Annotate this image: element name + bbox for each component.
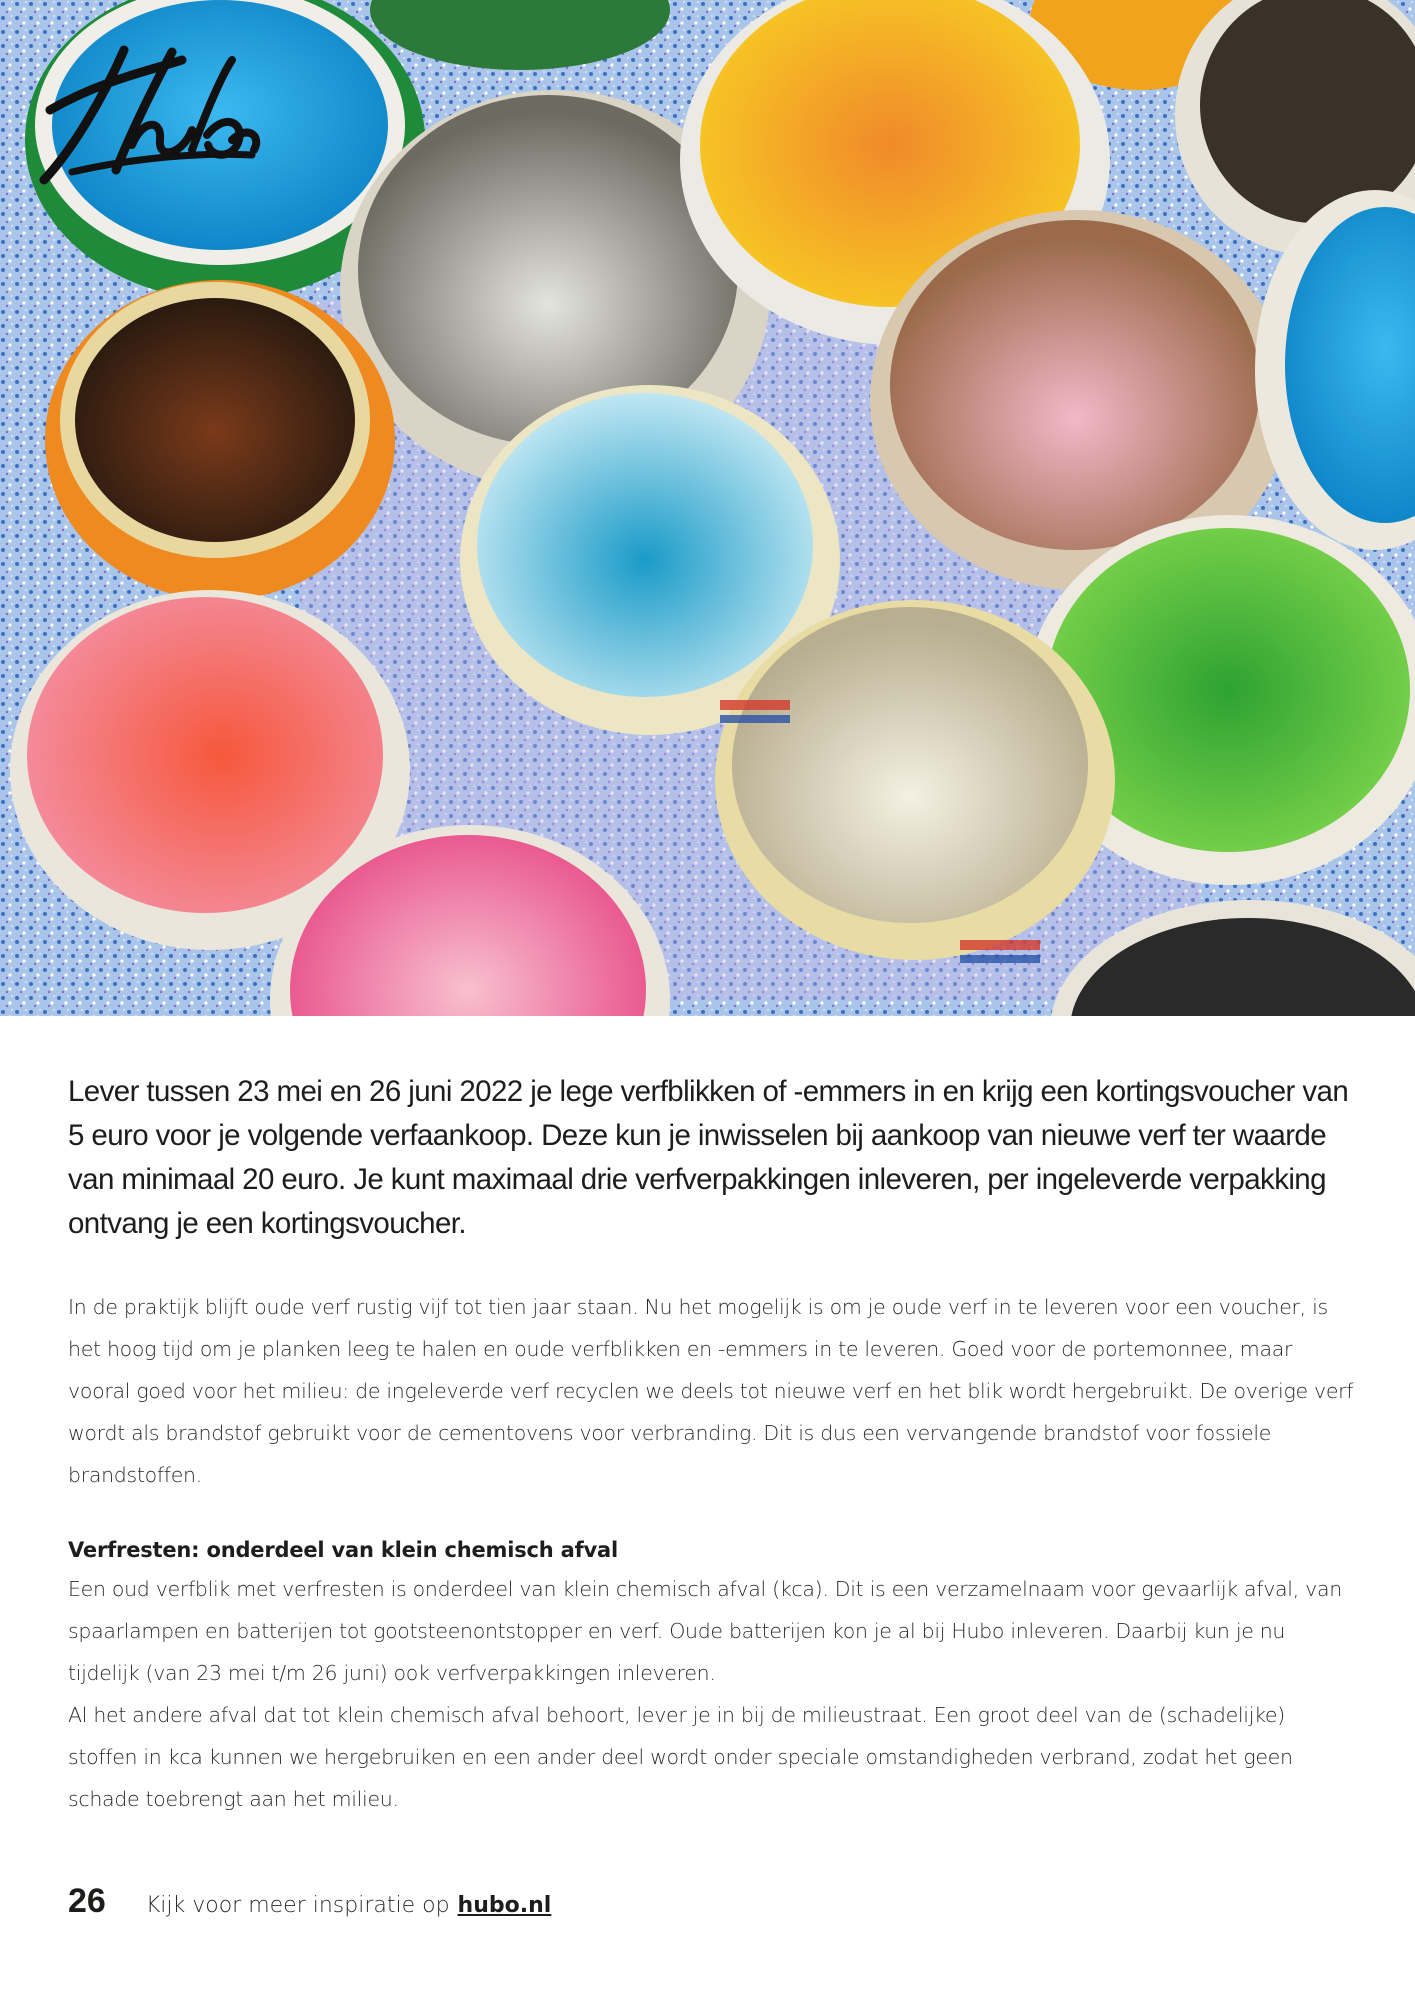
footer-label: Kijk voor meer inspiratie op — [145, 1893, 450, 1918]
page-number: 26 — [68, 1882, 106, 1920]
hubo-logo — [32, 40, 262, 190]
article-subheading: Verfresten: onderdeel van klein chemisch afval — [68, 1538, 618, 1562]
article — [68, 1070, 1358, 1820]
article-paragraph: In de praktijk blijft oude verf rustig vijf tot tien jaar staan. Nu het mogelijk is om je oude verf in te leveren voor een voucher, is het hoog tijd om je planken leeg te halen en oude verfblikken en -emmers in te leveren. Goed voor de portemonnee, maar vooral goed voor het milieu: de ingeleverde verf recyclen we deels tot nieuwe verf en het blik wordt hergebruikt. De overige verf wordt als brandstof gebruikt voor de cementovens voor verbranding. Dit is dus een vervangende brandstof voor fossiele brandstoffen. — [68, 1295, 1354, 1487]
article-paragraph: Een oud verfblik met verfresten is onderdeel van klein chemisch afval (kca). Dit is een verzamelnaam voor gevaarlijk afval, van spaarlampen en batterijen tot gootsteenontstopper en verf. Oude batterijen kon je al bij Hubo inleveren. Daarbij kun je nu tijdelijk (van 23 mei t/m 26 juni) ook verfverpakkingen inleveren. — [68, 1577, 1342, 1685]
hubo-website-link[interactable]: hubo.nl — [457, 1893, 552, 1918]
footer-text — [146, 1893, 551, 1918]
article-paragraph: Al het andere afval dat tot klein chemisch afval behoort, lever je in bij de milieustraat. Een groot deel van de (schadelijke) stoffen in kca kunnen we hergebruiken en een ander deel wordt onder speciale omstandigheden verbrand, zodat het geen schade toebrengt aan het milieu. — [68, 1703, 1293, 1811]
page-footer — [68, 1882, 551, 1922]
article-intro: Lever tussen 23 mei en 26 juni 2022 je lege verfblikken of -emmers in en krijg een kortingsvoucher van 5 euro voor je volgende verfaankoop. Deze kun je inwisselen bij aankoop van nieuwe verf ter waarde van minimaal 20 euro. Je kunt maximaal drie verfverpakkingen inleveren, per ingeleverde verpakking ontvang je een kortingsvoucher. — [68, 1075, 1349, 1240]
